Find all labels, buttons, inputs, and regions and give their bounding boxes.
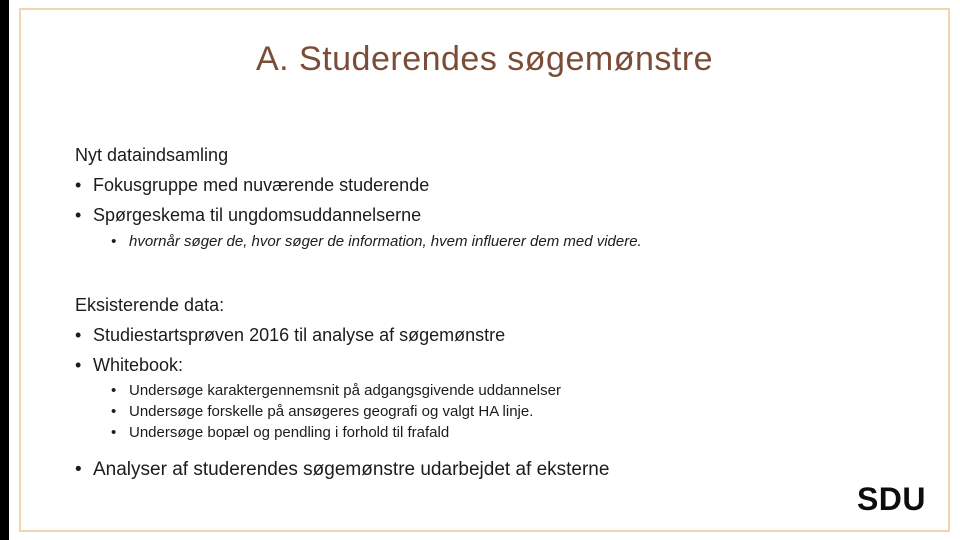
sub-bullet-text: Undersøge forskelle på ansøgeres geografi og valgt HA linje. [129, 403, 534, 420]
bullet-text: Whitebook: [93, 355, 184, 375]
bullet-text: Spørgeskema til ungdomsuddannelserne [93, 205, 422, 225]
bullet-text: Fokusgruppe med nuværende studerende [93, 175, 430, 195]
sub-bullet-text: Undersøge bopæl og pendling i forhold til frafald [129, 424, 450, 441]
bullet-item [75, 320, 920, 350]
sdu-logo: SDU [856, 481, 926, 517]
bullet-item [75, 350, 920, 380]
bullet-marker: • [111, 233, 117, 250]
bullet-marker: • [75, 175, 82, 195]
bullet-item-final [75, 455, 920, 485]
bullet-item [75, 170, 920, 200]
sub-bullet-item [75, 422, 920, 443]
bullet-marker: • [75, 459, 82, 480]
sub-bullet-item [75, 380, 920, 401]
sub-bullet-text: hvornår søger de, hvor søger de information, hvem influerer dem med videre. [129, 233, 642, 250]
section-heading-existing-data: Eksisterende data: [75, 295, 225, 315]
slide-title: A. Studerendes søgemønstre [255, 40, 714, 78]
bullet-text: Studiestartsprøven 2016 til analyse af søgemønstre [93, 325, 506, 345]
slide [9, 0, 960, 540]
slide-body [75, 140, 920, 485]
sub-bullet-item [75, 401, 920, 422]
bullet-marker: • [75, 205, 82, 225]
section-heading-new-data: Nyt dataindsamling [75, 145, 229, 165]
bullet-marker: • [111, 382, 117, 399]
bullet-marker: • [111, 403, 117, 420]
left-black-bar [0, 0, 9, 540]
bullet-marker: • [111, 424, 117, 441]
section-spacer [75, 254, 920, 290]
bullet-marker: • [75, 325, 82, 345]
bullet-item [75, 200, 920, 230]
sub-bullet-text: Undersøge karaktergennemsnit på adgangsgivende uddannelser [129, 382, 561, 399]
bullet-text: Analyser af studerendes søgemønstre udarbejdet af eksterne [93, 459, 610, 480]
sub-bullet-item [75, 230, 920, 254]
bullet-marker: • [75, 355, 82, 375]
